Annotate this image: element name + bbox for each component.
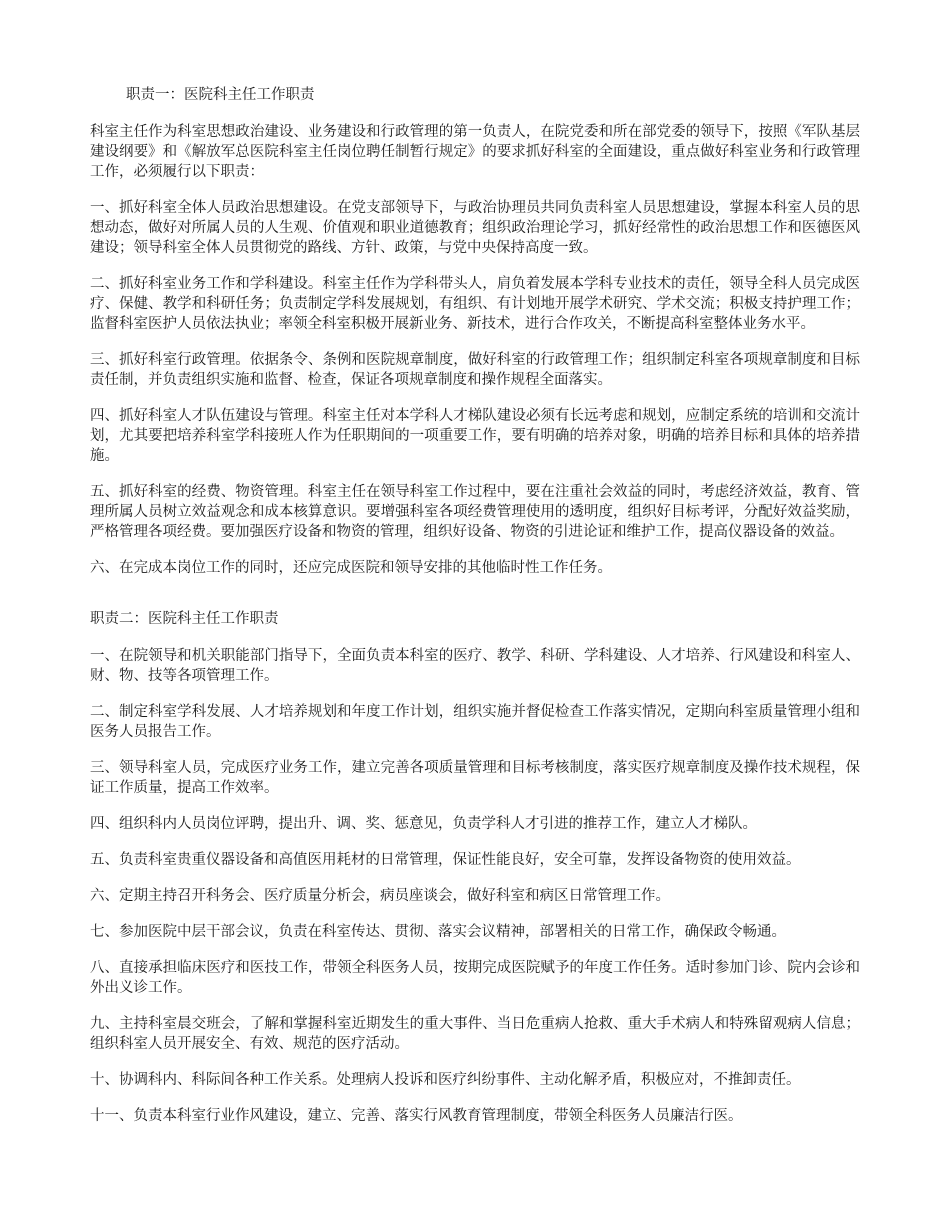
section1-item-2: 二、抓好科室业务工作和学科建设。科室主任作为学科带头人，肩负着发展本学科专业技术的责任，领导全科人员完成医疗、保健、教学和科研任务；负责制定学科发展规划，有组织、有计划地开展学术研究、学术交流；积极支持护理工作；监督科室医护人员依法执业；率领全科室积极开展新业务、新技术，进行合作攻关，不断提高科室整体业务水平。 bbox=[90, 276, 860, 332]
section2-item-1: 一、在院领导和机关职能部门指导下，全面负责本科室的医疗、教学、科研、学科建设、人才培养、行风建设和科室人、财、物、技等各项管理工作。 bbox=[90, 648, 860, 684]
section2-item-6: 六、定期主持召开科务会、医疗质量分析会，病员座谈会，做好科室和病区日常管理工作。 bbox=[90, 888, 670, 904]
section2-item-10: 十、协调科内、科际间各种工作关系。处理病人投诉和医疗纠纷事件、主动化解矛盾，积极应对，不推卸责任。 bbox=[90, 1072, 801, 1088]
section1-item-3: 三、抓好科室行政管理。依据条令、条例和医院规章制度，做好科室的行政管理工作；组织制定科室各项规章制度和目标责任制，并负责组织实施和监督、检查，保证各项规章制度和操作规程全面落实。 bbox=[90, 352, 860, 388]
section2-item-9: 九、主持科室晨交班会，了解和掌握科室近期发生的重大事件、当日危重病人抢救、重大手术病人和特殊留观病人信息；组织科室人员开展安全、有效、规范的医疗活动。 bbox=[90, 1016, 860, 1052]
section1-intro: 科室主任作为科室思想政治建设、业务建设和行政管理的第一负责人，在院党委和所在部党委的领导下，按照《军队基层建设纲要》和《解放军总医院科室主任岗位聘任制暂行规定》的要求抓好科室的全面建设，重点做好科室业务和行政管理工作，必须履行以下职责： bbox=[90, 124, 860, 180]
section2-item-2: 二、制定科室学科发展、人才培养规划和年度工作计划，组织实施并督促检查工作落实情况，定期向科室质量管理小组和医务人员报告工作。 bbox=[90, 704, 860, 740]
document-page bbox=[90, 84, 860, 1142]
section2-item-3: 三、领导科室人员，完成医疗业务工作，建立完善各项质量管理和目标考核制度，落实医疗规章制度及操作技术规程，保证工作质量，提高工作效率。 bbox=[90, 760, 860, 796]
section1-item-4: 四、抓好科室人才队伍建设与管理。科室主任对本学科人才梯队建设必须有长远考虑和规划，应制定系统的培训和交流计划，尤其要把培养科室学科接班人作为任职期间的一项重要工作，要有明确的培养对象，明确的培养目标和具体的培养措施。 bbox=[90, 408, 860, 464]
section1-item-1: 一、抓好科室全体人员政治思想建设。在党支部领导下，与政治协理员共同负责科室人员思想建设，掌握本科室人员的思想动态，做好对所属人员的人生观、价值观和职业道德教育；组织政治理论学习，抓好经常性的政治思想工作和医德医风建设；领导科室全体人员贯彻党的路线、方针、政策，与党中央保持高度一致。 bbox=[90, 200, 860, 256]
section2-title: 职责二：医院科主任工作职责 bbox=[90, 611, 279, 627]
section1-title: 职责一：医院科主任工作职责 bbox=[126, 87, 315, 103]
section2-item-4: 四、组织科内人员岗位评聘，提出升、调、奖、惩意见，负责学科人才引进的推荐工作，建立人才梯队。 bbox=[90, 816, 757, 832]
section2-body bbox=[90, 646, 860, 1126]
section2-item-8: 八、直接承担临床医疗和医技工作，带领全科医务人员，按期完成医院赋予的年度工作任务。适时参加门诊、院内会诊和外出义诊工作。 bbox=[90, 960, 860, 996]
section1-item-6: 六、在完成本岗位工作的同时，还应完成医院和领导安排的其他临时性工作任务。 bbox=[90, 560, 612, 576]
section2-item-7: 七、参加医院中层干部会议，负责在科室传达、贯彻、落实会议精神，部署相关的日常工作，确保政令畅通。 bbox=[90, 924, 786, 940]
section1-item-5: 五、抓好科室的经费、物资管理。科室主任在领导科室工作过程中，要在注重社会效益的同时，考虑经济效益，教育、管理所属人员树立效益观念和成本核算意识。要增强科室各项经费管理使用的透明度，组织好目标考评，分配好效益奖励，严格管理各项经费。要加强医疗设备和物资的管理，组织好设备、物资的引进论证和维护工作，提高仪器设备的效益。 bbox=[90, 484, 860, 540]
section-divider-space bbox=[90, 594, 860, 608]
section1-body bbox=[90, 122, 860, 578]
section2-item-5: 五、负责科室贵重仪器设备和高值医用耗材的日常管理，保证性能良好，安全可靠，发挥设备物资的使用效益。 bbox=[90, 852, 801, 868]
section2-item-11: 十一、负责本科室行业作风建设，建立、完善、落实行风教育管理制度，带领全科医务人员廉洁行医。 bbox=[90, 1108, 743, 1124]
